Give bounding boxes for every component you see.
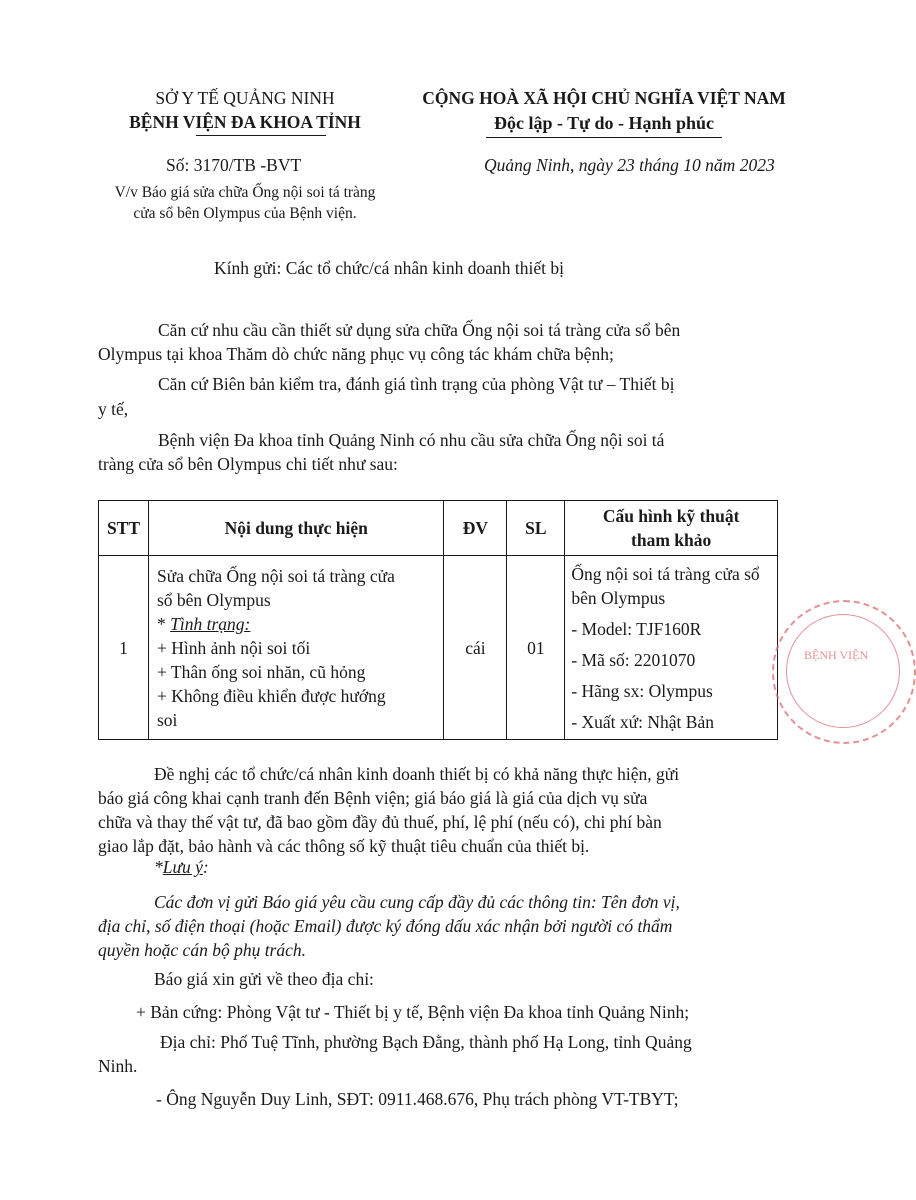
note-line-2: địa chỉ, số điện thoại (hoặc Email) được ký đóng dấu xác nhận bởi người có thẩm	[98, 916, 673, 936]
paragraph-1-line-2: Olympus tại khoa Thăm dò chức năng phục vụ công tác khám chữa bệnh;	[98, 344, 614, 364]
address-line-1: Địa chỉ: Phố Tuệ Tĩnh, phường Bạch Đằng, thành phố Hạ Long, tỉnh Quảng	[160, 1032, 692, 1052]
hospital-name: BỆNH VIỆN ĐA KHOA TỈNH	[129, 112, 361, 132]
paragraph-2-line-2: y tế,	[98, 399, 129, 419]
status-heading	[157, 612, 437, 636]
address-intro: Báo giá xin gửi về theo địa chỉ:	[154, 969, 374, 989]
document-date: Quảng Ninh, ngày 23 tháng 10 năm 2023	[484, 155, 775, 175]
department-name: SỞ Y TẾ QUẢNG NINH	[155, 88, 335, 108]
status-item-3-line-2: soi	[156, 709, 178, 730]
address-line-2: Ninh.	[98, 1056, 138, 1076]
nation-name: CỘNG HOÀ XÃ HỘI CHỦ NGHĨA VIỆT NAM	[422, 88, 786, 108]
seal-text: BỆNH VIỆN	[804, 648, 869, 662]
document-number: Số: 3170/TB -BVT	[166, 155, 302, 175]
request-line-4: giao lắp đặt, bảo hành và các thông số kỹ thuật tiêu chuẩn của thiết bị.	[98, 836, 590, 856]
official-seal	[772, 600, 916, 744]
spec-title-line-2: bên Olympus	[571, 588, 666, 608]
header-unit: ĐV	[444, 501, 507, 556]
note-line-3: quyền hoặc cán bộ phụ trách.	[98, 940, 307, 960]
spec-origin: - Xuất xứ: Nhật Bản	[571, 712, 714, 732]
content-line-1: Sửa chữa Ống nội soi tá tràng cửa	[156, 565, 395, 586]
address-hardcopy: + Bản cứng: Phòng Vật tư - Thiết bị y tế, Bệnh viện Đa khoa tỉnh Quảng Ninh;	[136, 1002, 690, 1022]
request-line-3: chữa và thay thế vật tư, đã bao gồm đầy đủ thuế, phí, lệ phí (nếu có), chi phí bàn	[98, 812, 662, 832]
status-item-1: + Hình ảnh nội soi tối	[156, 637, 311, 658]
contact-person: - Ông Nguyễn Duy Linh, SĐT: 0911.468.676, Phụ trách phòng VT-TBYT;	[156, 1089, 679, 1109]
cell-unit: cái	[444, 556, 507, 740]
national-motto: Độc lập - Tự do - Hạnh phúc	[493, 113, 715, 133]
agency-underline	[196, 135, 326, 136]
paragraph-3-line-1: Bệnh viện Đa khoa tỉnh Quảng Ninh có nhu cầu sửa chữa Ống nội soi tá	[158, 430, 665, 450]
request-line-1: Đề nghị các tổ chức/cá nhân kinh doanh thiết bị có khả năng thực hiện, gửi	[154, 764, 680, 784]
spec-maker: - Hãng sx: Olympus	[571, 681, 713, 701]
header-stt: STT	[99, 501, 149, 556]
table-row	[99, 556, 778, 740]
cell-content	[148, 556, 443, 740]
spec-model: - Model: TJF160R	[571, 619, 702, 639]
table-header-row	[99, 501, 778, 556]
national-heading	[404, 86, 804, 136]
issuing-agency	[100, 86, 390, 134]
recipient-line: Kính gửi: Các tổ chức/cá nhân kinh doanh thiết bị	[214, 258, 564, 278]
note-line-1: Các đơn vị gửi Báo giá yêu cầu cung cấp đầy đủ các thông tin: Tên đơn vị,	[154, 892, 680, 912]
header-qty: SL	[507, 501, 565, 556]
note-heading	[154, 855, 209, 879]
repair-items-table	[98, 500, 778, 740]
content-line-2: sổ bên Olympus	[156, 589, 271, 610]
status-prefix: *	[156, 613, 171, 634]
paragraph-1-line-1: Căn cứ nhu cầu cần thiết sử dụng sửa chữa Ống nội soi tá tràng cửa sổ bên	[158, 320, 681, 340]
paragraph-3-line-2: tràng cửa sổ bên Olympus chi tiết như sau:	[98, 454, 398, 474]
cell-spec	[565, 556, 778, 740]
cell-qty: 01	[507, 556, 565, 740]
subject-line-1: V/v Báo giá sửa chữa Ống nội soi tá tràng	[114, 184, 376, 201]
document-subject	[100, 182, 390, 224]
status-item-3-line-1: + Không điều khiển được hướng	[156, 685, 386, 706]
header-spec-line-1: Cấu hình kỹ thuật	[602, 506, 740, 526]
status-label: Tình trạng:	[170, 613, 251, 634]
paragraph-2-line-1: Căn cứ Biên bản kiểm tra, đánh giá tình trạng của phòng Vật tư – Thiết bị	[158, 374, 675, 394]
header-spec	[565, 501, 778, 556]
motto-underline	[486, 137, 722, 138]
note-label: Lưu ý	[162, 857, 203, 877]
request-line-2: báo giá công khai cạnh tranh đến Bệnh viện; giá báo giá là giá của dịch vụ sửa	[98, 788, 648, 808]
note-suffix: :	[202, 857, 209, 877]
note-prefix: *	[154, 857, 163, 877]
seal-inner-ring	[786, 614, 900, 728]
header-spec-line-2: tham khảo	[631, 530, 712, 550]
header-content: Nội dung thực hiện	[148, 501, 443, 556]
spec-code: - Mã số: 2201070	[571, 650, 696, 670]
status-item-2: + Thân ống soi nhăn, cũ hỏng	[156, 661, 366, 682]
subject-line-2: cửa sổ bên Olympus của Bệnh viện.	[133, 205, 357, 222]
spec-title-line-1: Ống nội soi tá tràng cửa sổ	[571, 564, 760, 584]
cell-stt: 1	[99, 556, 149, 740]
